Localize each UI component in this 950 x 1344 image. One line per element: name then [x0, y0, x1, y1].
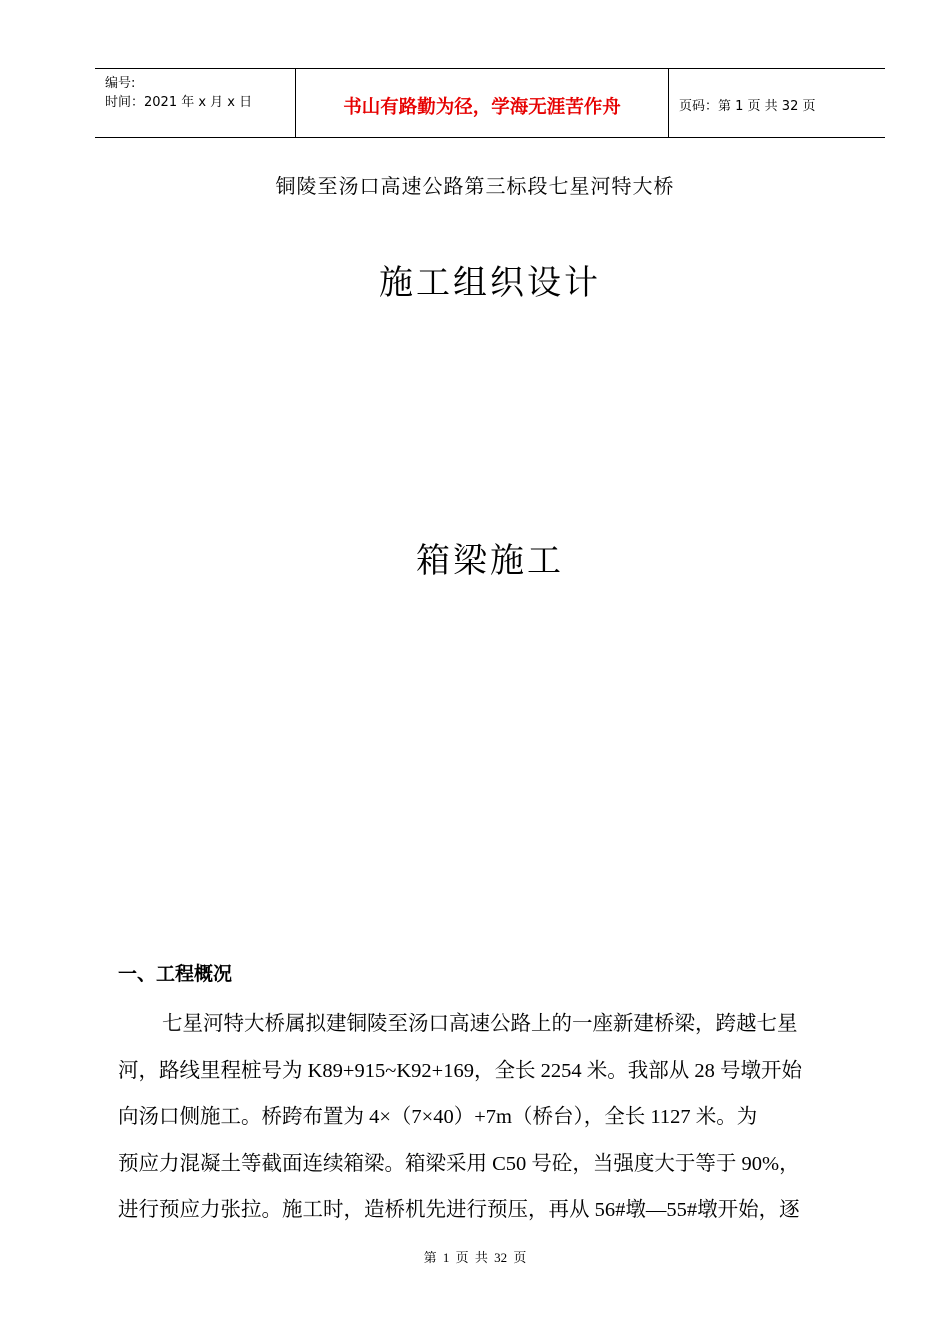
paragraph-line: 进行预应力张拉。施工时，造桥机先进行预压，再从 56#墩—55#墩开始，逐	[118, 1199, 800, 1221]
header-slogan: 书山有路勤为径，学海无涯苦作舟	[343, 97, 621, 118]
paragraph-line: 预应力混凝土等截面连续箱梁。箱梁采用 C50 号砼，当强度大于等于 90%，	[118, 1152, 800, 1175]
paragraph-line: 河，路线里程桩号为 K89+915~K92+169，全长 2254 米。我部从 28 号墩开始	[118, 1059, 802, 1082]
project-title: 铜陵至汤口高速公路第三标段七星河特大桥	[275, 174, 675, 198]
header-page-cell	[669, 69, 885, 137]
page-footer: 第 1 页 共 32 页	[423, 1250, 527, 1265]
header-meta-cell	[95, 69, 296, 137]
header-page-info: 页码：第 1 页 共 32 页	[679, 99, 816, 114]
section-heading: 一、工程概况	[118, 963, 233, 985]
header-slogan-cell	[296, 69, 669, 137]
document-time-label: 时间：2021 年 x 月 x 日	[105, 95, 253, 110]
paragraph-line: 七星河特大桥属拟建铜陵至汤口高速公路上的一座新建桥梁，跨越七星	[162, 1013, 798, 1035]
paragraph-line: 向汤口侧施工。桥跨布置为 4×（7×40）+7m（桥台），全长 1127 米。为	[118, 1106, 758, 1128]
overview-paragraph	[118, 1001, 863, 1234]
header-table	[95, 68, 885, 138]
subject-title: 箱梁施工	[416, 541, 564, 581]
document-type-title: 施工组织设计	[379, 263, 601, 303]
document-number-label: 编号:	[105, 76, 136, 91]
